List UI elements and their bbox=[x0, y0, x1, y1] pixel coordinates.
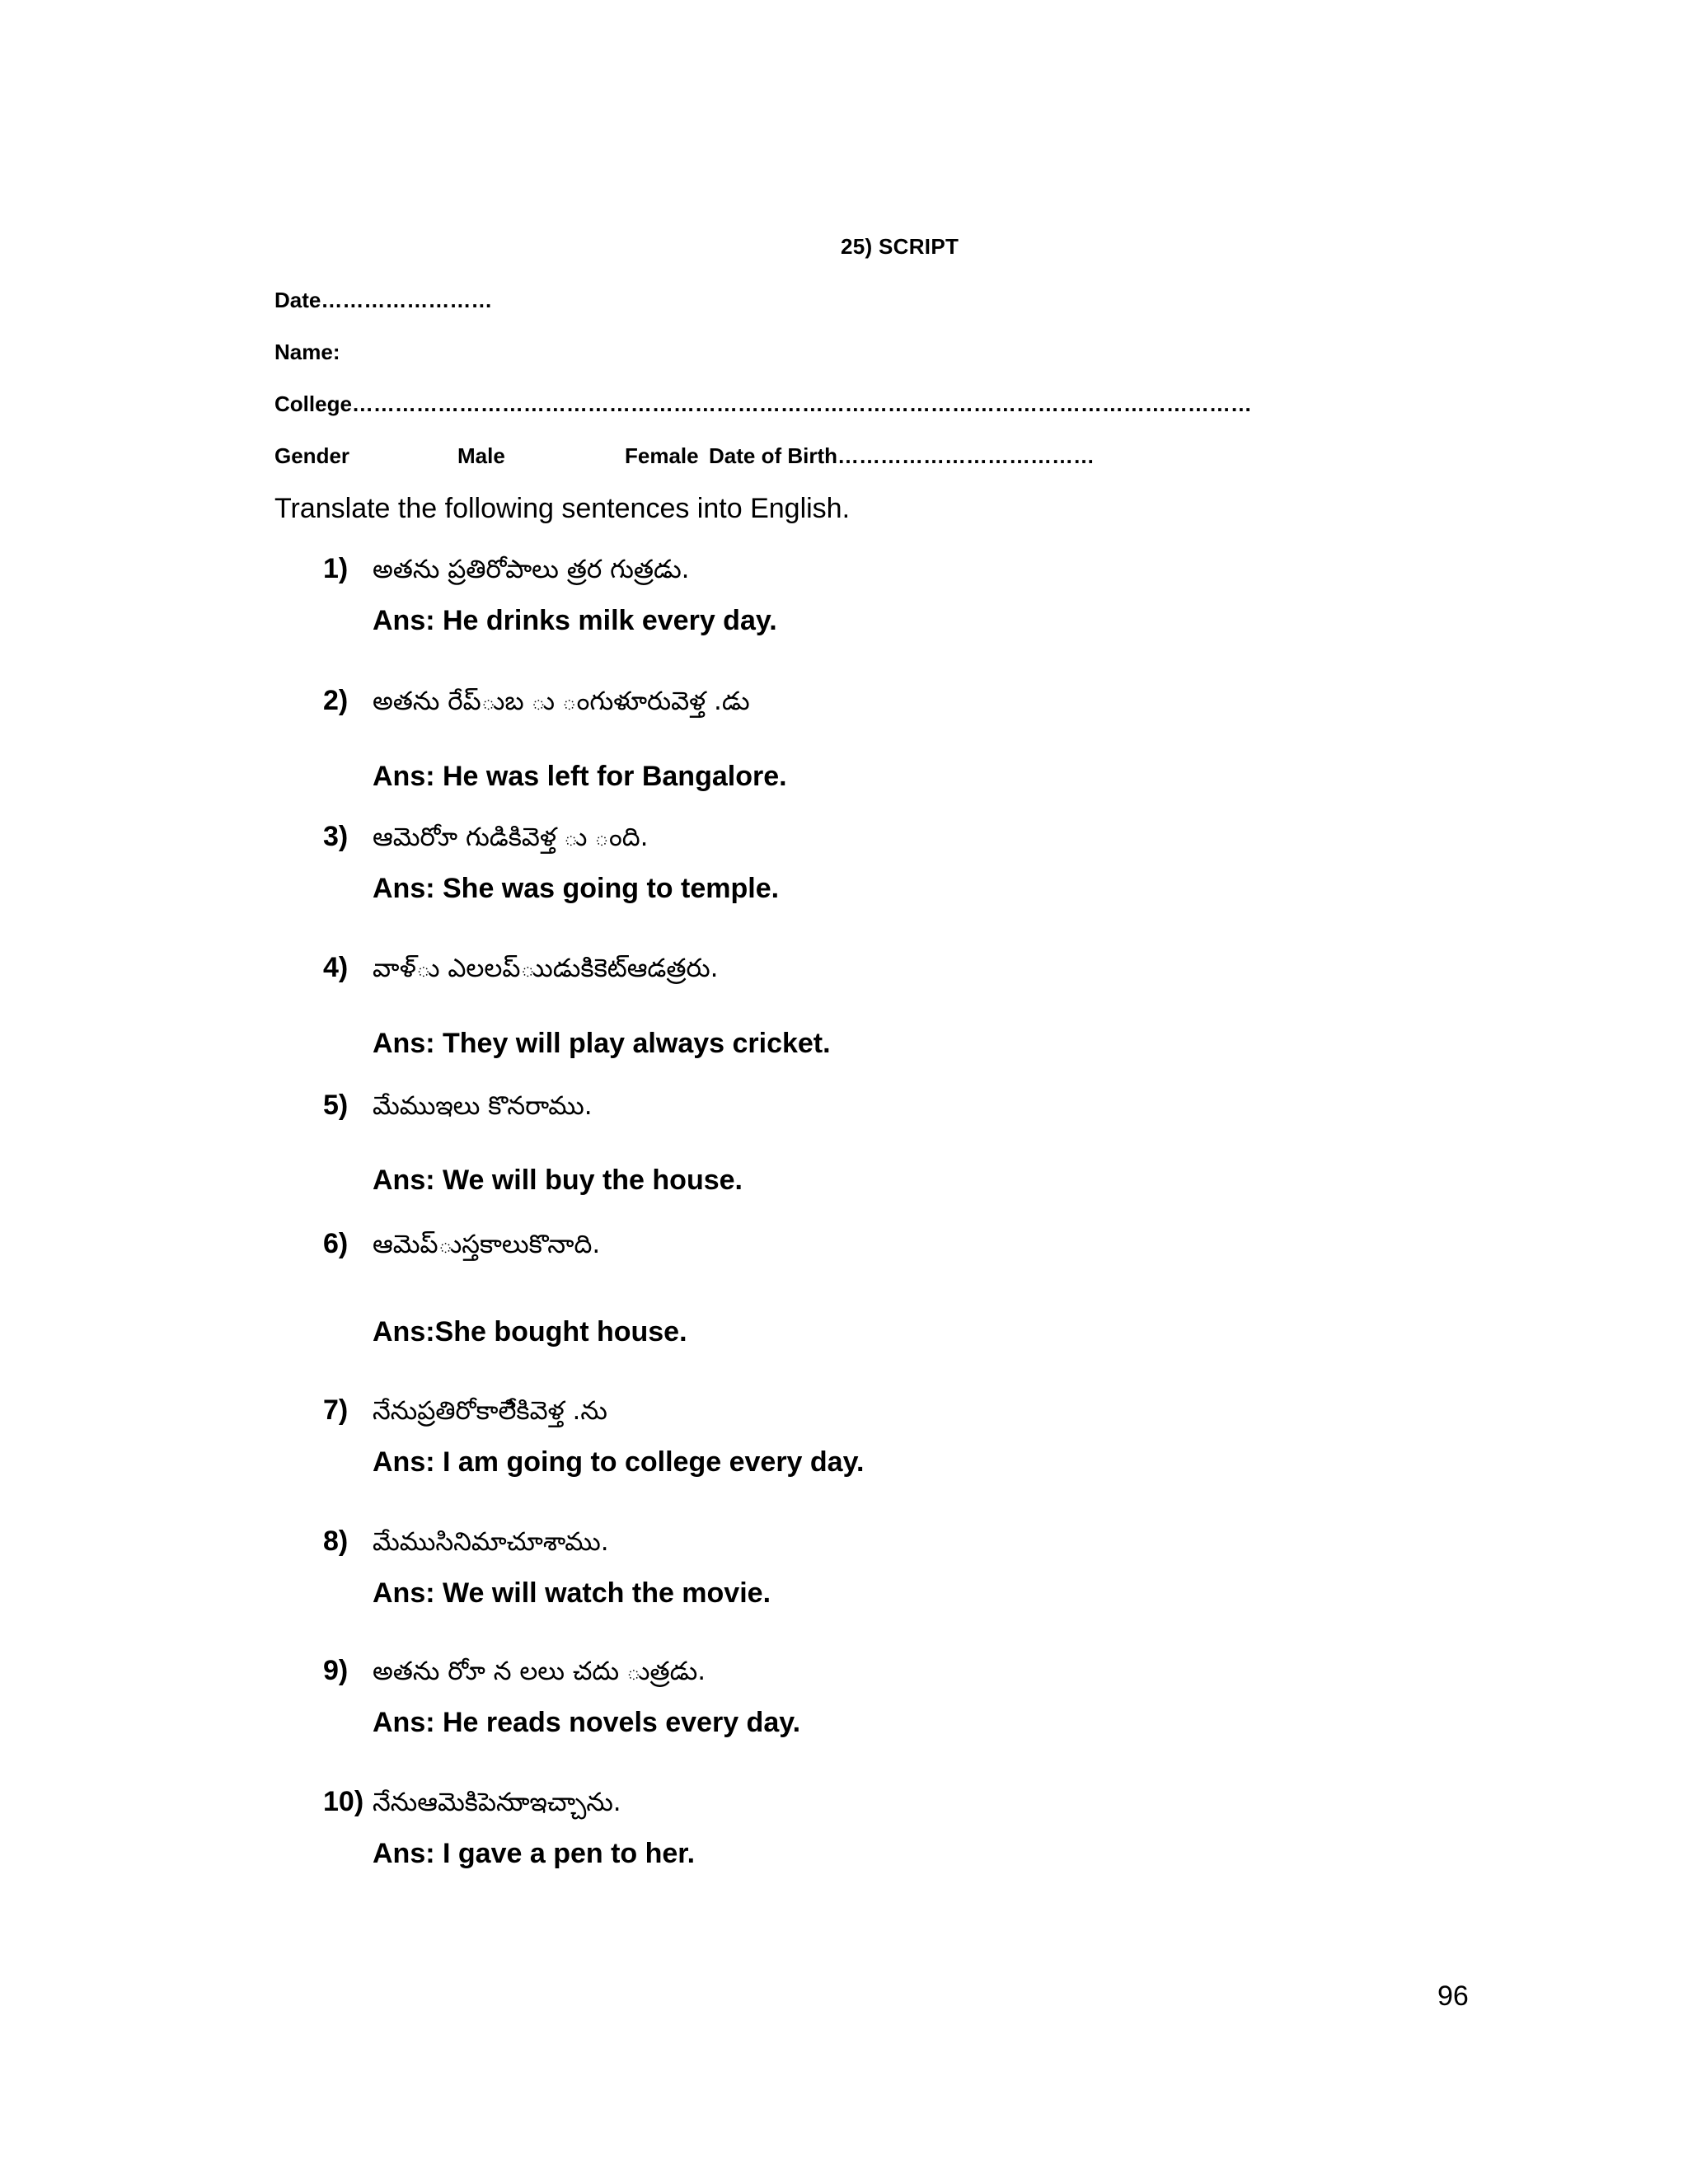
name-field: Name: bbox=[274, 340, 340, 364]
answer-text: Ans: We will watch the movie. bbox=[373, 1577, 771, 1609]
answer-text: Ans: We will buy the house. bbox=[373, 1165, 743, 1196]
telugu-sentence: అతను ప్రతిరోపాలు త్రర గుత్రడు. bbox=[373, 555, 690, 584]
answer-text: Ans: They will play always cricket. bbox=[373, 1028, 831, 1059]
telugu-sentence: మేముసినిమాచూశాము. bbox=[373, 1527, 609, 1557]
date-of-birth-field: Date of Birth……………………………… bbox=[709, 443, 1095, 468]
page-number: 96 bbox=[1437, 1980, 1469, 2012]
telugu-sentence: అతను రేప్ుబ ు ంగుళూరువెళ్త .డు bbox=[373, 687, 750, 716]
question-number: 8) bbox=[323, 1526, 349, 1557]
gender-male-option: Male bbox=[457, 443, 505, 468]
telugu-sentence: ఆమెరోూ గుడికివెళ్త ు ంది. bbox=[373, 823, 649, 852]
answer-text: Ans: He reads novels every day. bbox=[373, 1707, 801, 1738]
telugu-sentence: నేనుఆమెకిపెనుాఇచ్చాను. bbox=[373, 1788, 621, 1817]
page-title: 25) SCRIPT bbox=[841, 234, 959, 259]
question-number: 5) bbox=[323, 1090, 349, 1121]
gender-label: Gender bbox=[274, 443, 350, 468]
question-number: 2) bbox=[323, 685, 349, 716]
telugu-sentence: మేముఇలు కొనరాము. bbox=[373, 1091, 593, 1121]
answer-text: Ans:She bought house. bbox=[373, 1316, 687, 1347]
instruction: Translate the following sentences into English. bbox=[274, 493, 851, 524]
answer-text: Ans: He drinks milk every day. bbox=[373, 605, 777, 636]
telugu-sentence: వాళ్ు ఎలలప్ుుడుకిికెట్ఆడత్రరు. bbox=[373, 954, 719, 983]
question-number: 10) bbox=[323, 1786, 364, 1817]
question-number: 3) bbox=[323, 821, 349, 852]
answer-text: Ans: I gave a pen to her. bbox=[373, 1838, 696, 1869]
answer-text: Ans: I am going to college every day. bbox=[373, 1446, 865, 1478]
answer-text: Ans: He was left for Bangalore. bbox=[373, 761, 787, 792]
question-number: 7) bbox=[323, 1394, 349, 1426]
telugu-sentence: నేనుప్రతిరోకాలేికివెళ్త .ను bbox=[373, 1396, 607, 1426]
telugu-sentence: అతను రోూ న లలు చదు ుత్రడు. bbox=[373, 1657, 706, 1686]
question-number: 4) bbox=[323, 952, 349, 983]
question-number: 6) bbox=[323, 1228, 349, 1259]
question-number: 1) bbox=[323, 553, 349, 584]
gender-female-option: Female bbox=[625, 443, 699, 468]
answer-text: Ans: She was going to temple. bbox=[373, 873, 780, 904]
college-field: College……………………………………………………………………………………………………………… bbox=[274, 391, 1252, 416]
telugu-sentence: ఆమెప్ుస్తకాలుకొనాది. bbox=[373, 1230, 601, 1259]
question-number: 9) bbox=[323, 1655, 349, 1686]
date-field: Date…………………… bbox=[274, 288, 493, 312]
